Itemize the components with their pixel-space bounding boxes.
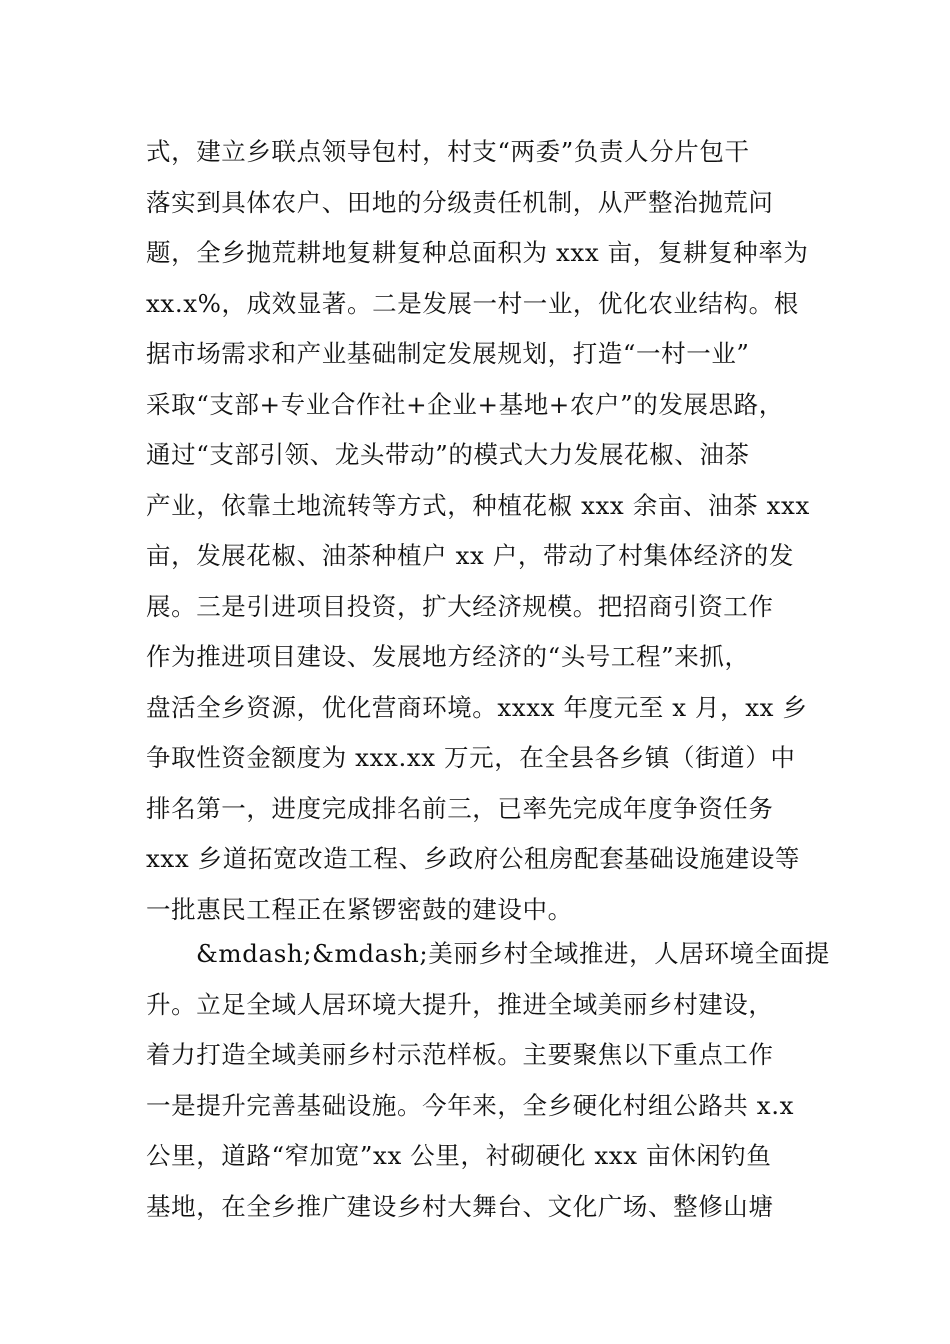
text-line: 作为推进项目建设、发展地方经济的“头号工程”来抓，	[146, 642, 750, 671]
text-line: 排名第一，进度完成排名前三，已率先完成年度争资任务	[146, 793, 774, 823]
paragraph-2	[146, 929, 830, 1232]
text-line: 着力打造全域美丽乡村示范样板。主要聚焦以下重点工作	[146, 1040, 774, 1069]
text-line: 盘活全乡资源，优化营商环境。xxxx 年度元至 x 月，xx 乡	[146, 692, 808, 722]
text-line: 一是提升完善基础设施。今年来，全乡硬化村组公路共 x.x	[146, 1090, 795, 1120]
text-line: 产业，依靠土地流转等方式，种植花椒 xxx 余亩、油茶 xxx	[146, 490, 810, 520]
text-line: 落实到具体农户、田地的分级责任机制，从严整治抛荒问	[146, 187, 774, 217]
text-line: 升。立足全域人居环境大提升，推进全域美丽乡村建设，	[146, 989, 774, 1019]
text-line: 亩，发展花椒、油茶种植户 xx 户，带动了村集体经济的发	[146, 541, 795, 570]
text-line: 采取“支部+专业合作社+企业+基地+农户”的发展思路，	[146, 389, 784, 419]
text-line: &mdash;&mdash;美丽乡村全域推进，人居环境全面提	[196, 939, 830, 968]
text-line: 式，建立乡联点领导包村，村支“两委”负责人分片包干	[146, 137, 750, 166]
text-line: 一批惠民工程正在紧锣密鼓的建设中。	[146, 894, 573, 924]
text-line: 基地，在全乡推广建设乡村大舞台、文化广场、整修山塘	[146, 1191, 774, 1221]
text-line: 展。三是引进项目投资，扩大经济规模。把招商引资工作	[146, 591, 774, 621]
text-line: 据市场需求和产业基础制定发展规划，打造“一村一业”	[146, 339, 750, 368]
text-line: 通过“支部引领、龙头带动”的模式大力发展花椒、油茶	[146, 440, 750, 469]
paragraph-1	[146, 127, 808, 935]
text-line: 公里，道路“窄加宽”xx 公里，衬砌硬化 xxx 亩休闲钓鱼	[146, 1141, 772, 1170]
text-line: 争取性资金额度为 xxx.xx 万元，在全县各乡镇（街道）中	[146, 743, 796, 772]
text-line: 题，全乡抛荒耕地复耕复种总面积为 xxx 亩，复耕复种率为	[146, 238, 809, 267]
text-line: xx.x%，成效显著。二是发展一村一业，优化农业结构。根	[146, 288, 799, 318]
text-line: xxx 乡道拓宽改造工程、乡政府公租房配套基础设施建设等	[146, 844, 801, 873]
